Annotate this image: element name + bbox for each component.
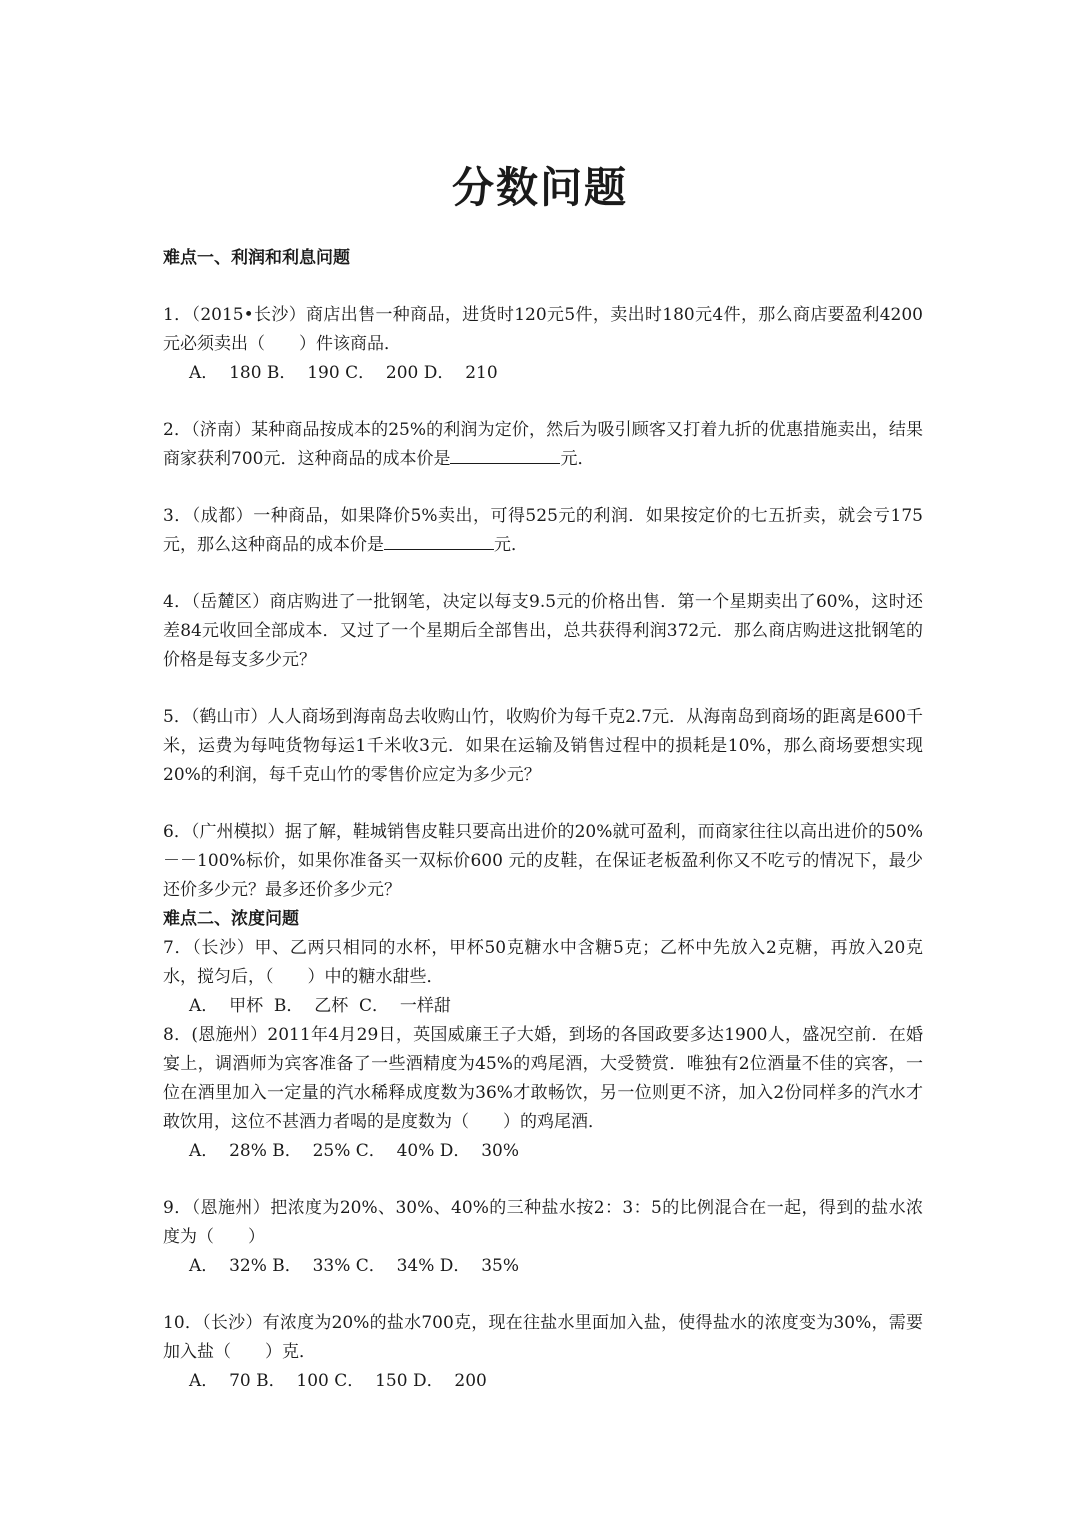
section-heading-concentration: 难点二、浓度问题 xyxy=(163,909,299,929)
question-stem: 1．（2015•长沙）商店出售一种商品，进货时120元5件，卖出时180元4件，那么商店要盈利4200元必须卖出（ ）件该商品． xyxy=(163,305,923,354)
question-7 xyxy=(163,934,923,1021)
question-stem: 8．(恩施州）2011年4月29日，英国威廉王子大婚，到场的各国政要多达1900人，盛况空前．在婚宴上，调酒师为宾客准备了一些酒精度为45%的鸡尾酒，大受赞赏．唯独有2位酒量不佳的宾客，一位在酒里加入一定量的汽水稀释成度数为36%才敢畅饮，另一位则更不济，加入2份同样多的汽水才敢饮用，这位不甚酒力者喝的是度数为（ ）的鸡尾酒． xyxy=(163,1025,923,1132)
question-stem-after: 元． xyxy=(560,449,595,469)
question-stem-after: 元． xyxy=(494,535,528,555)
question-choices: A． 70 B． 100 C． 150 D． 200 xyxy=(189,1371,487,1391)
question-choices: A． 32% B． 33% C． 34% D． 35% xyxy=(189,1256,519,1276)
question-8 xyxy=(163,1021,923,1166)
question-10 xyxy=(163,1309,923,1396)
question-stem xyxy=(163,502,923,560)
section-heading-profit: 难点一、利润和利息问题 xyxy=(163,248,350,268)
answer-blank xyxy=(450,445,560,464)
question-choices: A． 甲杯 B． 乙杯 C． 一样甜 xyxy=(189,996,451,1016)
question-stem: 4．（岳麓区）商店购进了一批钢笔，决定以每支9.5元的价格出售．第一个星期卖出了60%，这时还差84元收回全部成本．又过了一个星期后全部售出，总共获得利润372元．那么商店购进这批钢笔的价格是每支多少元？ xyxy=(163,592,923,670)
question-stem-before: 3．（成都）一种商品，如果降价5%卖出，可得525元的利润．如果按定价的七五折卖，就会亏175元，那么这种商品的成本价是 xyxy=(163,506,923,555)
question-stem-before: 2．（济南）某种商品按成本的25%的利润为定价，然后为吸引顾客又打着九折的优惠措施卖出，结果商家获利700元．这种商品的成本价是 xyxy=(163,420,923,469)
question-4 xyxy=(163,588,923,675)
question-stem: 6．（广州模拟）据了解，鞋城销售皮鞋只要高出进价的20%就可盈利，而商家往往以高出进价的50%－－100%标价，如果你准备买一双标价600 元的皮鞋，在保证老板盈利你又不吃亏的情况下，最少还价多少元？最多还价多少元？ xyxy=(163,822,923,900)
question-choices: A． 180 B． 190 C． 200 D． 210 xyxy=(189,363,498,383)
question-stem: 10．（长沙）有浓度为20%的盐水700克，现在往盐水里面加入盐，使得盐水的浓度变为30%，需要加入盐（ ）克． xyxy=(163,1313,923,1362)
question-stem: 5．（鹤山市）人人商场到海南岛去收购山竹，收购价为每千克2.7元．从海南岛到商场的距离是600千米，运费为每吨货物每运1千米收3元．如果在运输及销售过程中的损耗是10%，那么商场要想实现20%的利润，每千克山竹的零售价应定为多少元？ xyxy=(163,707,923,785)
document-body xyxy=(163,244,923,1396)
question-stem: 7．（长沙）甲、乙两只相同的水杯，甲杯50克糖水中含糖5克；乙杯中先放入2克糖，再放入20克水，搅匀后，（ ）中的糖水甜些． xyxy=(163,938,923,987)
page-title: 分数问题 xyxy=(451,163,628,212)
question-2 xyxy=(163,416,923,474)
question-3 xyxy=(163,502,923,560)
question-choices: A． 28% B． 25% C． 40% D． 30% xyxy=(189,1141,519,1161)
question-stem: 9．（恩施州）把浓度为20%、30%、40%的三种盐水按2：3：5的比例混合在一起，得到的盐水浓度为（ ） xyxy=(163,1198,923,1247)
question-5 xyxy=(163,703,923,790)
answer-blank xyxy=(384,531,494,550)
question-stem xyxy=(163,416,923,474)
question-6 xyxy=(163,818,923,905)
question-9 xyxy=(163,1194,923,1281)
question-1 xyxy=(163,301,923,388)
